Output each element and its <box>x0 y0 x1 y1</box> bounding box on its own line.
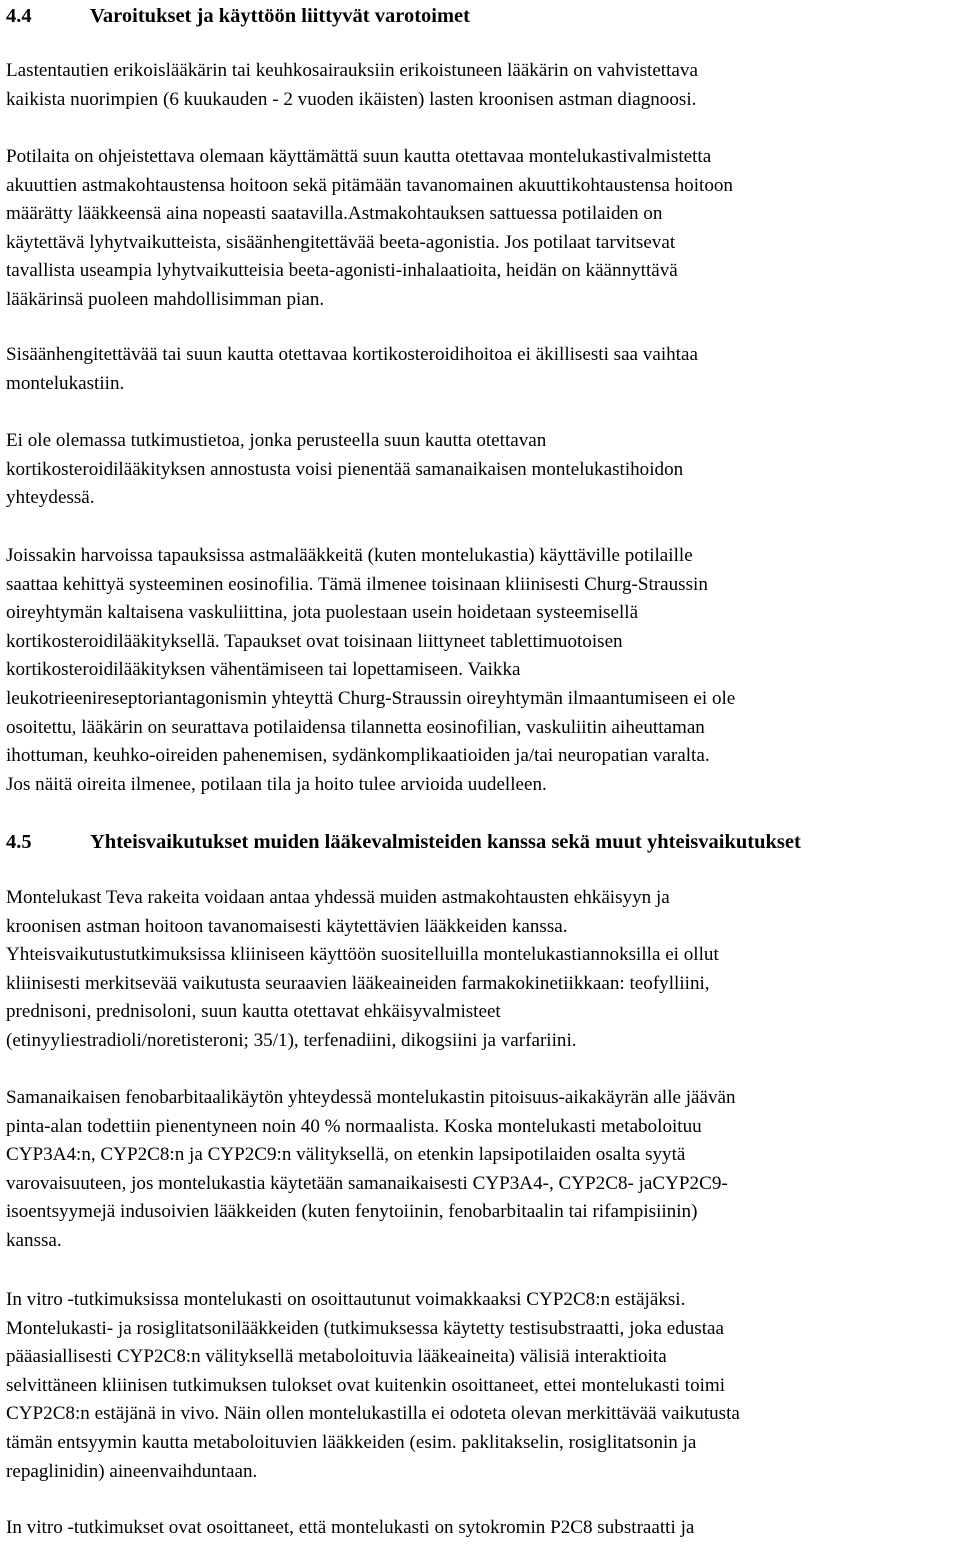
paragraph: Samanaikaisen fenobarbitaalikäytön yhteydessä montelukastin pitoisuus-aikakäyrän alle jäävän pinta-alan todettiin pienentyneen noin 40 % normaalista. Koska montelukasti metaboloituu CYP3A4:n, CYP2C8:n ja CYP2C9:n välityksellä, on etenkin lapsipotilaiden osalta syytä varovaisuuteen, jos montelukastia käytetään samanaikaisesti CYP3A4-, CYP2C8- jaCYP2C9- isoentsyymejä indusoivien lääkkeiden (kuten fenytoiinin, fenobarbitaalin tai rifampisiinin) kanssa. <box>6 1087 736 1251</box>
paragraph: Montelukast Teva rakeita voidaan antaa yhdessä muiden astmakohtausten ehkäisyyn ja kroonisen astman hoitoon tavanomaisesti käytettävien lääkkeiden kanssa. Yhteisvaikutustutkimuksissa kliiniseen käyttöön suositelluilla montelukastiannoksilla ei ollut kliinisesti merkitsevää vaikutusta seuraavien lääkeaineiden farmakokinetiikkaan: teofylliini, prednisoni, prednisoloni, suun kautta otettavat ehkäisyvalmisteet (etinyyliestradioli/noretisteroni; 35/1), terfenadiini, dikogsiini ja varfariini. <box>6 887 719 1051</box>
section-title: Varoitukset ja käyttöön liittyvät varotoimet <box>90 5 470 27</box>
paragraph: Ei ole olemassa tutkimustietoa, jonka perusteella suun kautta otettavan kortikosteroidilääkityksen annostusta voisi pienentää samanaikaisen montelukastihoidon yhteydessä. <box>6 430 684 509</box>
section-heading-4-5 <box>6 830 801 854</box>
section-number: 4.5 <box>6 831 32 853</box>
paragraph: In vitro -tutkimuksissa montelukasti on osoittautunut voimakkaaksi CYP2C8:n estäjäksi. Montelukasti- ja rosiglitatsonilääkkeiden (tutkimuksessa käytetty testisubstraatti, joka edustaa pääasiallisesti CYP2C8:n välityksellä metaboloituvia lääkeaineita) välisiä interaktioita selvittäneen kliinisen tutkimuksen tulokset ovat kuitenkin osoittaneet, ettei montelukasti toimi CYP2C8:n estäjänä in vivo. Näin ollen montelukastilla ei odoteta olevan merkittävää vaikutusta tämän entsyymin kautta metaboloituvien lääkkeiden (esim. paklitakselin, rosiglitatsonin ja repaglinidin) aineenvaihduntaan. <box>6 1289 740 1482</box>
paragraph: In vitro -tutkimukset ovat osoittaneet, että montelukasti on sytokromin P2C8 substraatti ja <box>6 1517 695 1538</box>
paragraph: Potilaita on ohjeistettava olemaan käyttämättä suun kautta otettavaa montelukastivalmistetta akuuttien astmakohtaustensa hoitoon sekä pitämään tavanomainen akuuttikohtaustensa hoitoon määrätty lääkkeensä aina nopeasti saatavilla.Astmakohtauksen sattuessa potilaiden on käytettävä lyhytvaikutteista, sisäänhengitettävää beeta-agonistia. Jos potilaat tarvitsevat tavallista useampia lyhytvaikutteisia beeta-agonisti-inhalaatioita, heidän on käännyttävä lääkärinsä puoleen mahdollisimman pian. <box>6 146 733 310</box>
section-heading-4-4 <box>6 4 470 28</box>
section-title: Yhteisvaikutukset muiden lääkevalmisteiden kanssa sekä muut yhteisvaikutukset <box>90 831 801 853</box>
paragraph: Joissakin harvoissa tapauksissa astmalääkkeitä (kuten montelukastia) käyttäville potilaille saattaa kehittyä systeeminen eosinofilia. Tämä ilmenee toisinaan kliinisesti Churg-Straussin oireyhtymän kaltaisena vaskuliittina, jota puolestaan usein hoidetaan systeemisellä kortikosteroidilääkityksellä. Tapaukset ovat toisinaan liittyneet tablettimuotoisen kortikosteroidilääkityksen vähentämiseen tai lopettamiseen. Vaikka leukotrieenireseptoriantagonismin yhteyttä Churg-Straussin oireyhtymän ilmaantumiseen ei ole osoitettu, lääkärin on seurattava potilaidensa tilannetta eosinofilian, vaskuliitin aiheuttaman ihottuman, keuhko-oireiden pahenemisen, sydänkomplikaatioiden ja/tai neuropatian varalta. Jos näitä oireita ilmenee, potilaan tila ja hoito tulee arvioida uudelleen. <box>6 545 736 795</box>
paragraph: Sisäänhengitettävää tai suun kautta otettavaa kortikosteroidihoitoa ei äkillisesti saa vaihtaa montelukastiin. <box>6 344 698 394</box>
paragraph: Lastentautien erikoislääkärin tai keuhkosairauksiin erikoistuneen lääkärin on vahvistettava kaikista nuorimpien (6 kuukauden - 2 vuoden ikäisten) lasten kroonisen astman diagnoosi. <box>6 60 698 110</box>
section-number: 4.4 <box>6 5 32 27</box>
